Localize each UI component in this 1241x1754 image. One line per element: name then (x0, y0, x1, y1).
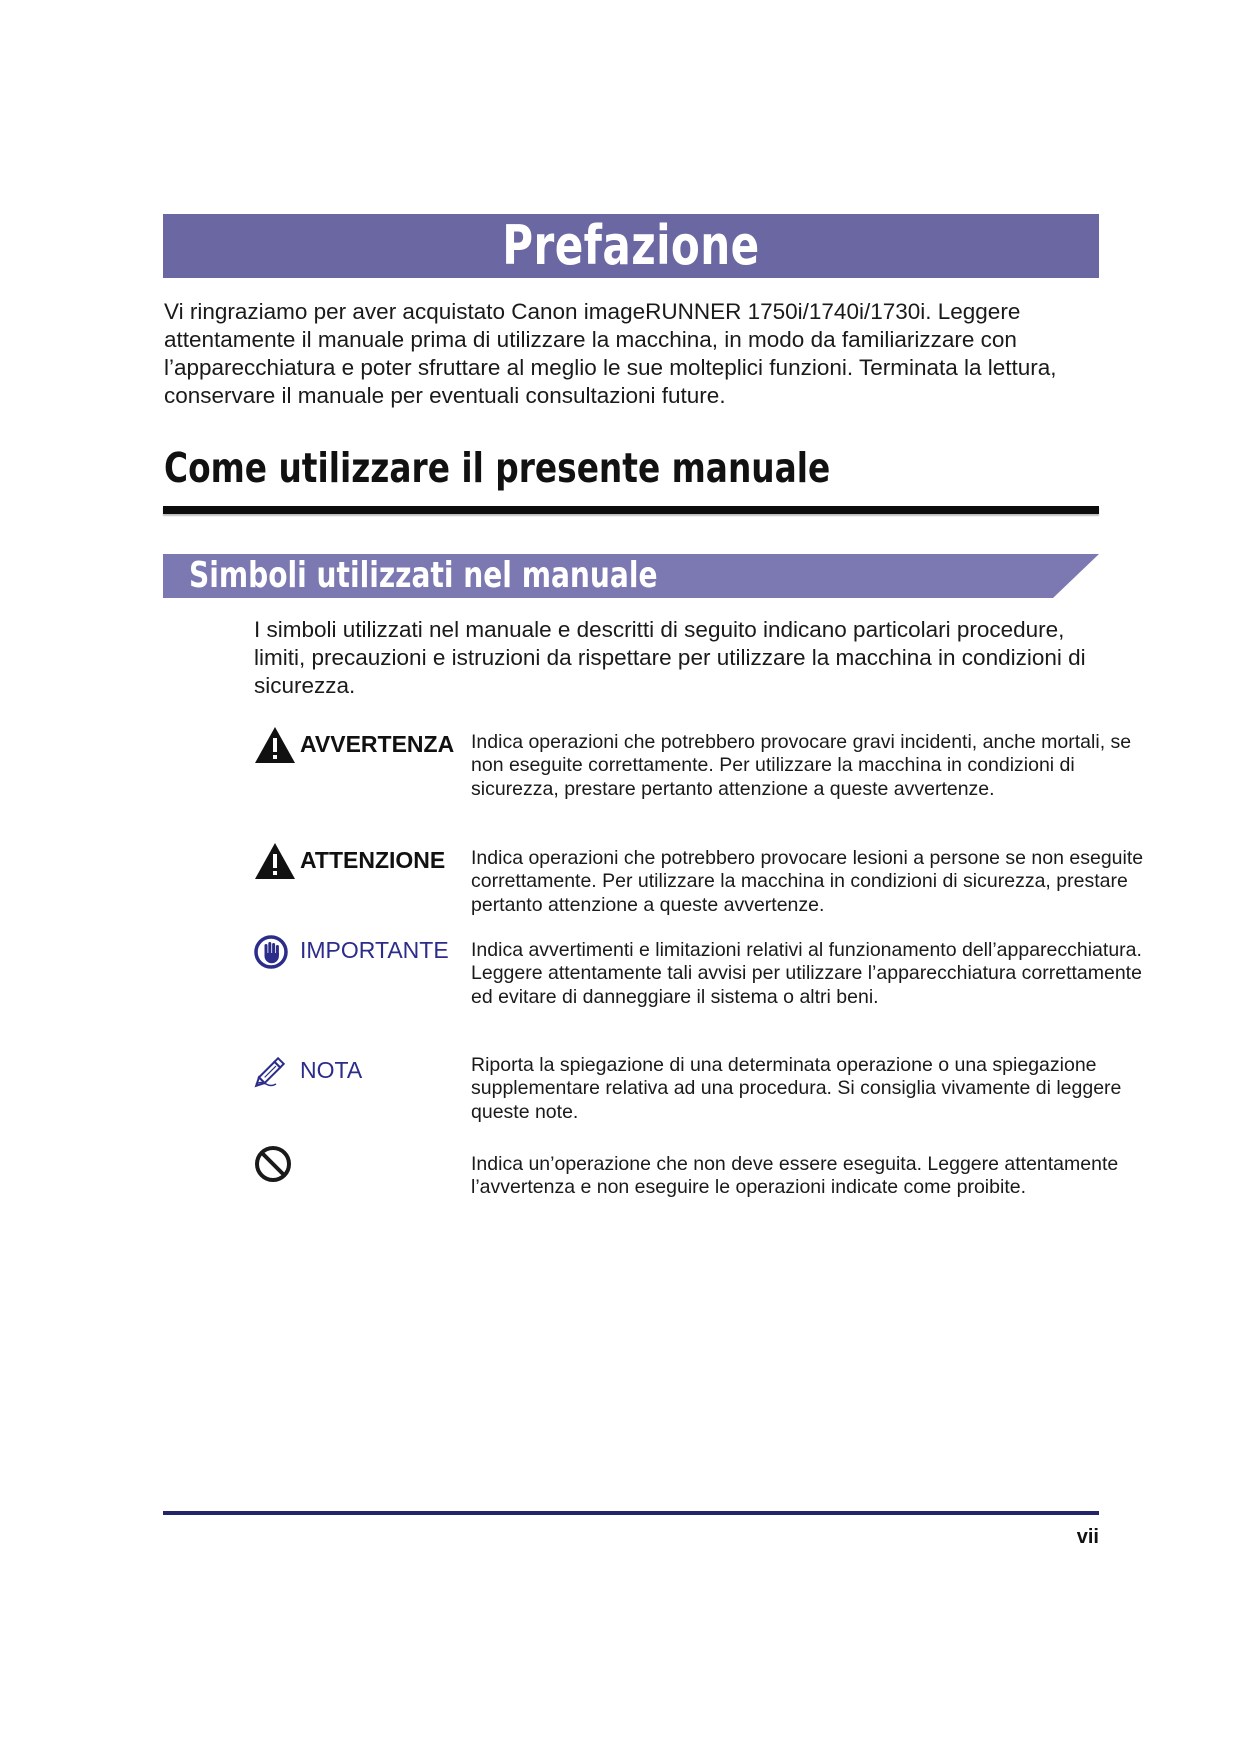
section-divider (163, 506, 1099, 514)
pencil-icon (254, 1054, 296, 1096)
preface-intro: Vi ringraziamo per aver acquistato Canon imageRUNNER 1750i/1740i/1730i. Leggere attentamente il manuale prima di utilizzare la macchina, in modo da familiarizzare con l’apparecchiatura e poter sfruttare al meglio le sue molteplici funzioni. Terminata la lettura, conservare il manuale per eventuali consultazioni future. (164, 299, 1057, 408)
symbol-row-nota (254, 1054, 1122, 1134)
symbol-description: Indica operazioni che potrebbero provocare lesioni a persone se non eseguite correttamente. Per utilizzare la macchina in condizioni di sicurezza, prestare pertanto attenzione a queste avvertenze. (471, 847, 1144, 916)
symbol-label: NOTA (300, 1057, 363, 1083)
symbol-row-proibito (254, 1145, 1119, 1225)
symbol-row-avvertenza (254, 725, 1132, 825)
symbol-description: Riporta la spiegazione di una determinata operazione o una spiegazione supplementare relativa ad una procedura. Si consiglia vivamente di leggere queste note. (471, 1054, 1122, 1123)
symbol-label: AVVERTENZA (300, 731, 455, 757)
footer-divider (163, 1511, 1099, 1515)
symbol-description: Indica un’operazione che non deve essere eseguita. Leggere attentamente l’avvertenza e non eseguire le operazioni indicate come proibite. (471, 1153, 1119, 1199)
symbol-row-importante (254, 935, 1142, 1035)
symbol-row-attenzione (254, 841, 1144, 921)
warning-triangle-icon (254, 725, 296, 767)
stop-hand-icon (254, 935, 296, 977)
caution-triangle-icon (254, 841, 296, 883)
page-number: vii (1076, 1526, 1099, 1548)
section-heading: Come utilizzare il presente manuale (164, 444, 831, 492)
symbol-description: Indica operazioni che potrebbero provocare gravi incidenti, anche mortali, se non eseguite correttamente. Per utilizzare la macchina in condizioni di sicurezza, prestare pertanto attenzione a queste avvertenze. (471, 731, 1132, 800)
symbol-description: Indica avvertimenti e limitazioni relativi al funzionamento dell’apparecchiatura. Leggere attentamente tali avvisi per utilizzare l’apparecchiatura correttamente ed evitare di danneggiare il sistema o altri beni. (471, 939, 1142, 1008)
subsection-heading: Simboli utilizzati nel manuale (189, 555, 658, 596)
title-band (163, 214, 1099, 278)
page-title: Prefazione (502, 214, 760, 277)
subsection-intro: I simboli utilizzati nel manuale e descritti di seguito indicano particolari procedure, limiti, precauzioni e istruzioni da rispettare per utilizzare la macchina in condizioni di sicurezza. (254, 617, 1086, 698)
subsection-band (163, 554, 1099, 598)
prohibition-icon (254, 1145, 296, 1187)
symbol-label: IMPORTANTE (300, 937, 449, 963)
symbol-label: ATTENZIONE (300, 847, 446, 873)
